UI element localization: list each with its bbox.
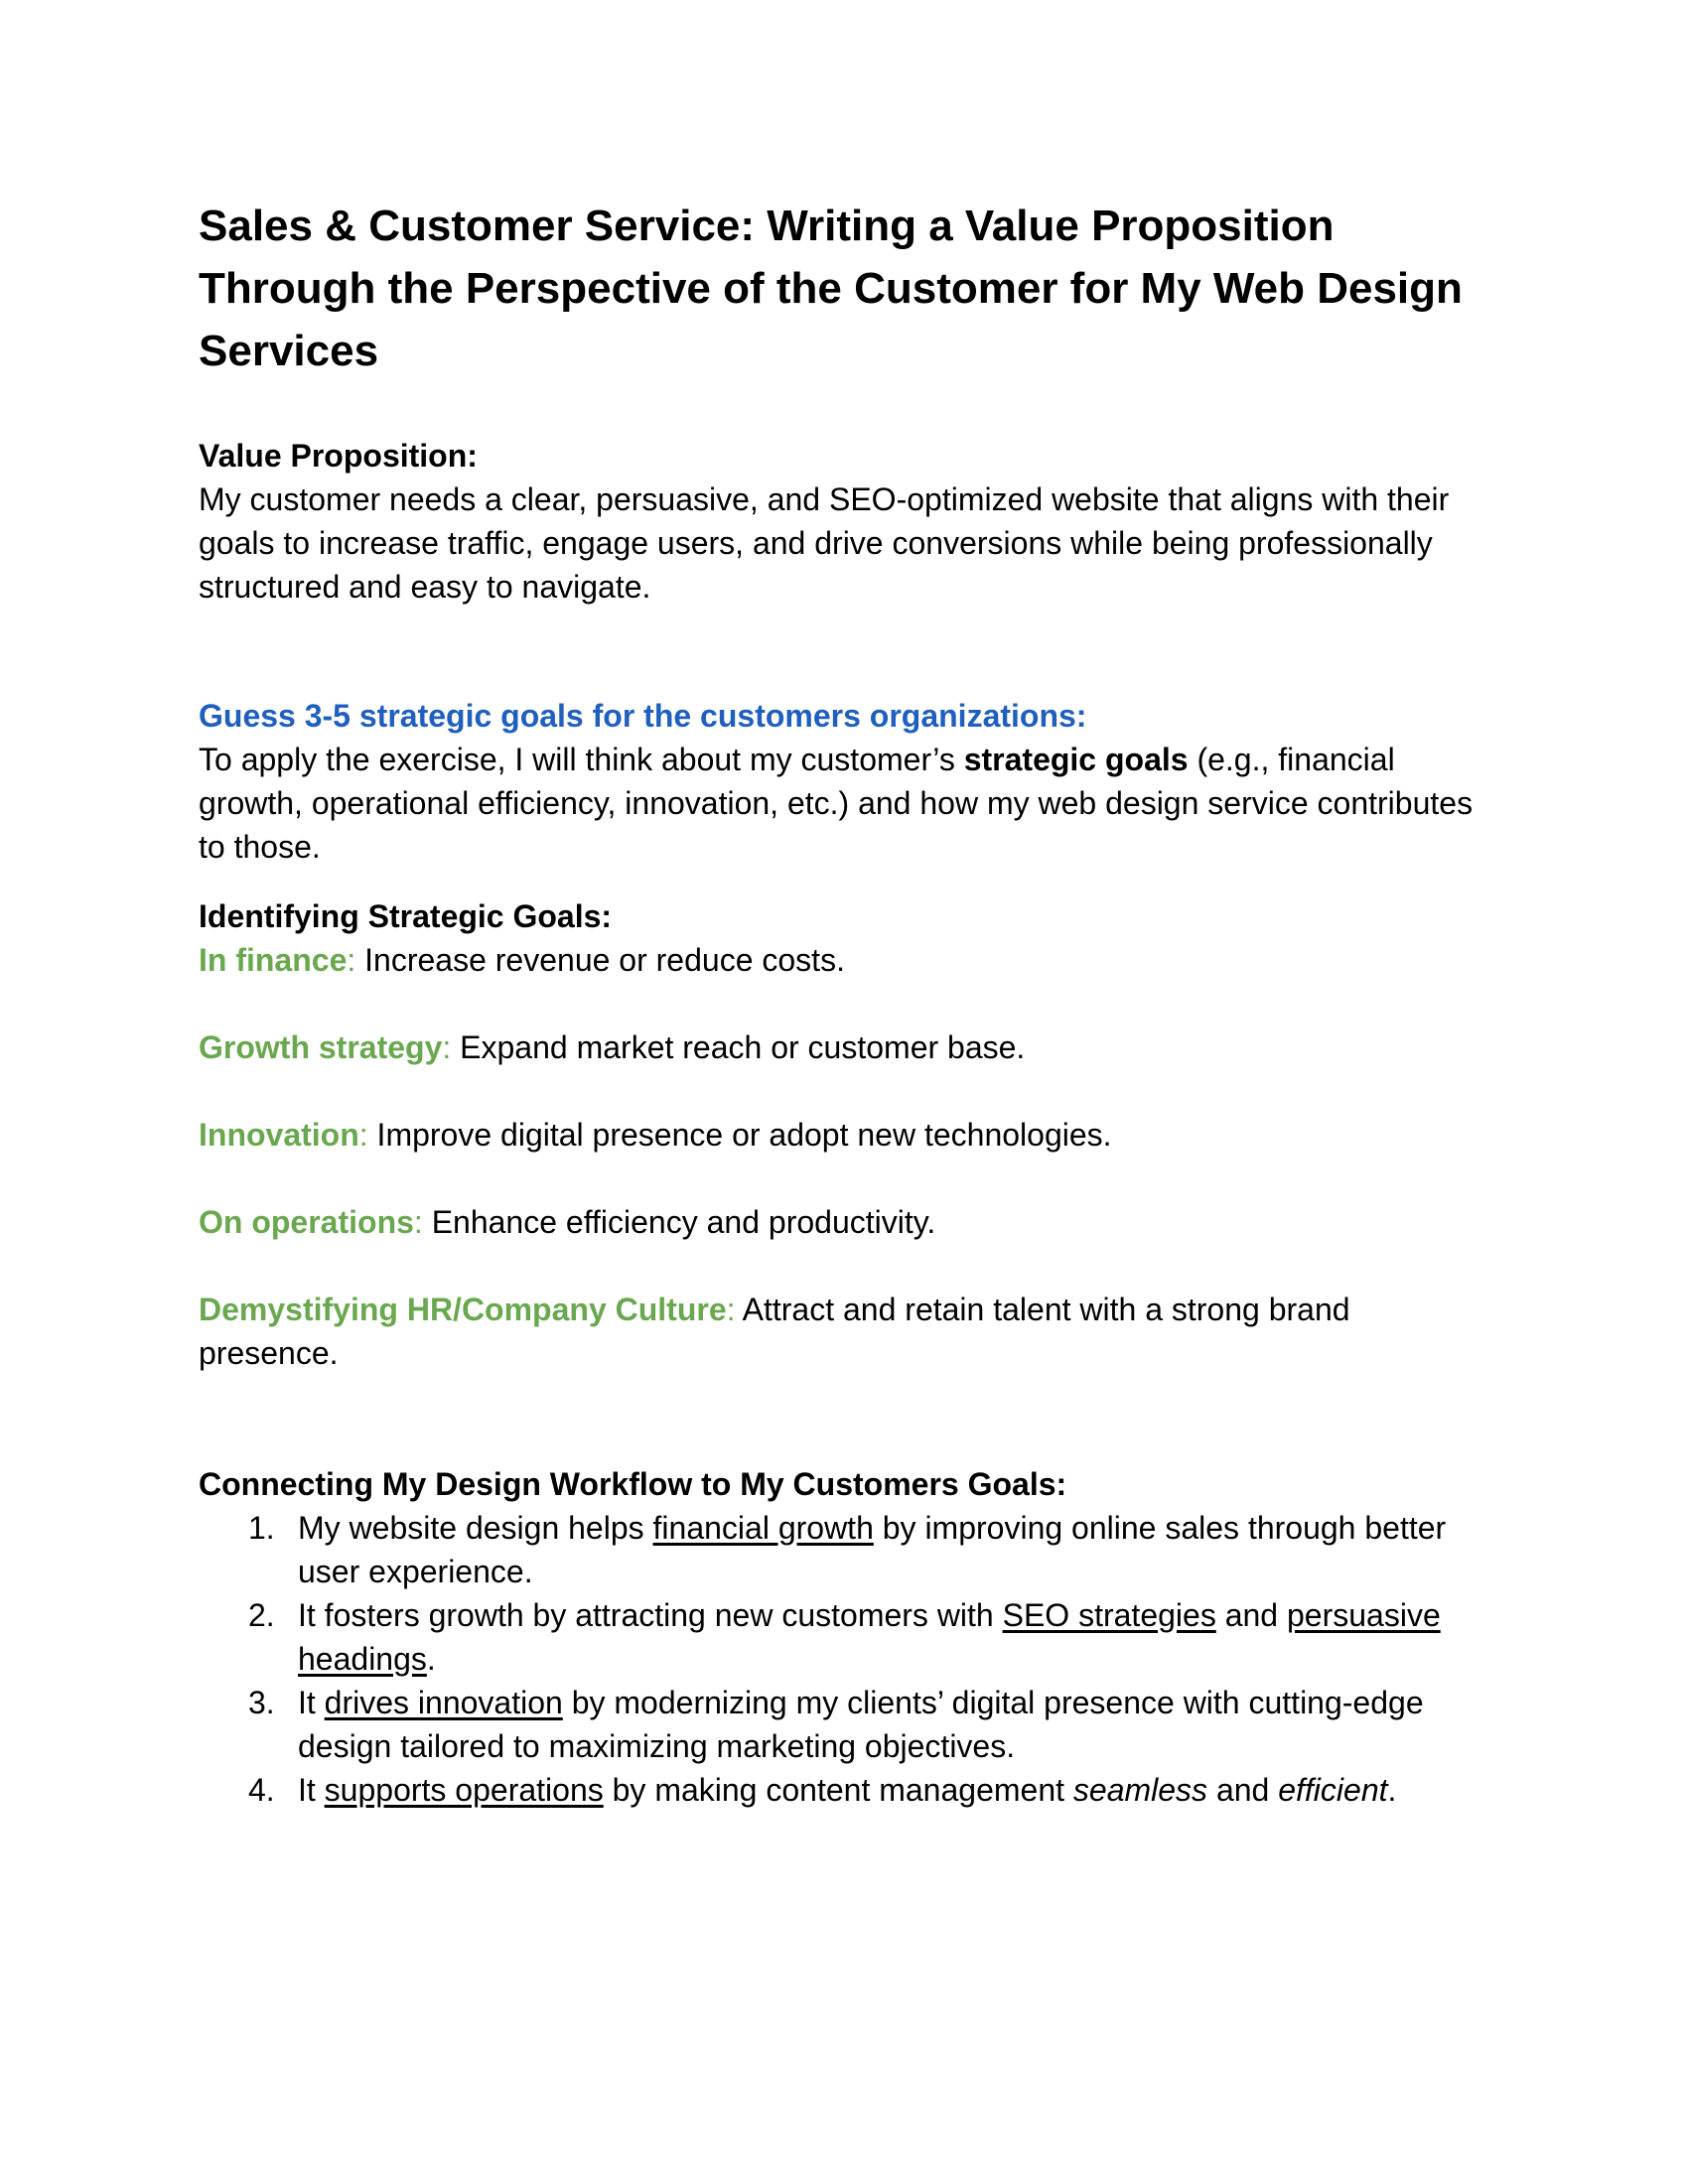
value-proposition-text: My customer needs a clear, persuasive, and SEO-optimized website that aligns with their goals to increase traffic, engage users, and drive conversions while being professionally structured and easy to navigate. xyxy=(199,481,1450,605)
underlined-phrase: persuasive headings xyxy=(298,1597,1441,1677)
goal-label: Innovation xyxy=(199,1117,359,1153)
underlined-phrase: drives innovation xyxy=(324,1685,563,1720)
list-number: 3. xyxy=(248,1685,275,1720)
list-item xyxy=(199,1593,1499,1681)
item-text: . xyxy=(426,1641,436,1677)
guess-goals-text xyxy=(199,738,1479,869)
item-text: by making content management xyxy=(603,1772,1073,1808)
goal-text: Expand market reach or customer base. xyxy=(451,1029,1026,1065)
workflow-list xyxy=(199,1506,1499,1812)
list-item xyxy=(199,1681,1499,1768)
document-title: Sales & Customer Service: Writing a Value Proposition Through the Perspective of the Customer for My Web Design Services xyxy=(199,202,1463,375)
goal-item xyxy=(199,1025,1489,1069)
italic-word: efficient xyxy=(1278,1772,1388,1808)
goal-label: On operations xyxy=(199,1204,414,1240)
goal-item xyxy=(199,1113,1489,1157)
goal-text: Enhance efficiency and productivity. xyxy=(422,1204,936,1240)
guess-goals-heading: Guess 3-5 strategic goals for the customers organizations: xyxy=(199,698,1087,734)
list-number: 1. xyxy=(248,1510,275,1546)
item-text: . xyxy=(1387,1772,1397,1808)
item-text: and xyxy=(1207,1772,1279,1808)
italic-word: seamless xyxy=(1072,1772,1208,1808)
goal-colon: : xyxy=(726,1292,736,1327)
goal-label: Demystifying HR/Company Culture xyxy=(199,1292,727,1327)
guess-text-after: (e.g., financial growth, operational efficiency, innovation, etc.) and how my web design service contributes to those. xyxy=(199,742,1474,865)
list-item xyxy=(199,1506,1499,1593)
item-text: My website design helps xyxy=(298,1510,653,1546)
goal-colon: : xyxy=(442,1029,452,1065)
goal-label: Growth strategy xyxy=(199,1029,443,1065)
goal-item xyxy=(199,1200,1489,1244)
goal-colon: : xyxy=(358,1117,368,1153)
goal-text: Attract and retain talent with a strong brand presence. xyxy=(199,1292,1350,1371)
item-text: and xyxy=(1215,1597,1287,1633)
guess-text-before: To apply the exercise, I will think about my customer’s xyxy=(199,742,964,777)
list-number: 2. xyxy=(248,1597,275,1633)
goal-colon: : xyxy=(347,942,356,978)
goal-colon: : xyxy=(413,1204,423,1240)
goal-item xyxy=(199,938,1489,982)
underlined-phrase: financial growth xyxy=(652,1510,874,1546)
item-text: It xyxy=(298,1772,325,1808)
underlined-phrase: SEO strategies xyxy=(1002,1597,1216,1633)
item-text: It fosters growth by attracting new customers with xyxy=(298,1597,1003,1633)
goal-text: Increase revenue or reduce costs. xyxy=(355,942,845,978)
workflow-label: Connecting My Design Workflow to My Customers Goals: xyxy=(199,1466,1067,1502)
item-text: It xyxy=(298,1685,325,1720)
guess-text-bold: strategic goals xyxy=(963,742,1189,777)
value-proposition-label: Value Proposition: xyxy=(199,438,478,474)
list-number: 4. xyxy=(248,1772,275,1808)
goal-text: Improve digital presence or adopt new technologies. xyxy=(367,1117,1112,1153)
item-text: by modernizing my clients’ digital presence with cutting-edge design tailored to maximizing marketing objectives. xyxy=(298,1685,1424,1764)
goal-item xyxy=(199,1288,1479,1375)
identifying-goals-label: Identifying Strategic Goals: xyxy=(199,898,613,934)
goal-label: In finance xyxy=(199,942,348,978)
item-text: by improving online sales through better user experience. xyxy=(298,1510,1447,1589)
underlined-phrase: supports operations xyxy=(324,1772,604,1808)
list-item xyxy=(199,1768,1499,1812)
